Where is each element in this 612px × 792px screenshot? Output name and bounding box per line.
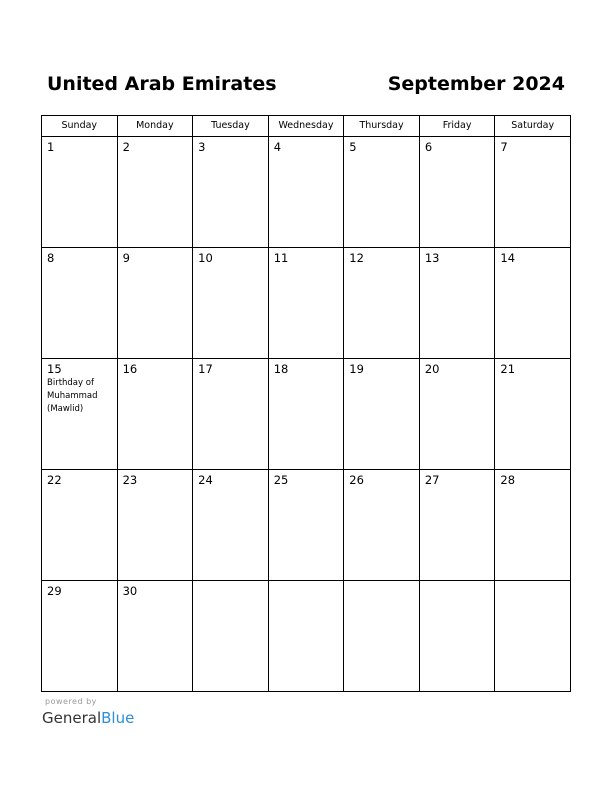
logo-text-blue: Blue bbox=[101, 709, 135, 727]
day-cell bbox=[117, 470, 193, 581]
weekday-header-row bbox=[42, 116, 571, 137]
day-cell bbox=[419, 137, 495, 248]
weekday-monday: Monday bbox=[117, 116, 193, 137]
day-cell bbox=[117, 359, 193, 470]
day-cell bbox=[344, 137, 420, 248]
day-number: 28 bbox=[500, 473, 516, 487]
day-cell bbox=[117, 137, 193, 248]
week-row bbox=[42, 359, 571, 470]
empty-day-cell bbox=[193, 581, 269, 692]
calendar-grid bbox=[41, 115, 571, 692]
week-row bbox=[42, 581, 571, 692]
generalblue-logo[interactable] bbox=[42, 708, 134, 728]
day-cell bbox=[268, 359, 344, 470]
day-number: 11 bbox=[273, 251, 289, 265]
day-cell bbox=[495, 359, 571, 470]
day-number: 20 bbox=[424, 362, 440, 376]
weekday-saturday: Saturday bbox=[495, 116, 571, 137]
day-cell bbox=[344, 470, 420, 581]
day-number bbox=[193, 581, 268, 584]
week-row bbox=[42, 137, 571, 248]
day-cell bbox=[419, 359, 495, 470]
day-number: 14 bbox=[500, 251, 516, 265]
powered-by-text: powered by bbox=[45, 697, 97, 706]
day-number: 19 bbox=[349, 362, 364, 376]
day-number: 12 bbox=[349, 251, 364, 265]
day-number bbox=[495, 581, 570, 584]
day-number: 25 bbox=[273, 473, 289, 487]
day-cell bbox=[117, 248, 193, 359]
day-number: 24 bbox=[198, 473, 213, 487]
day-number: 6 bbox=[424, 140, 433, 154]
holiday-label: Birthday of Muhammad (Mawlid) bbox=[47, 378, 98, 414]
day-number: 27 bbox=[424, 473, 440, 487]
day-number: 29 bbox=[47, 584, 62, 598]
empty-day-cell bbox=[495, 581, 571, 692]
day-number: 9 bbox=[122, 251, 130, 265]
weekday-thursday: Thursday bbox=[344, 116, 420, 137]
day-number: 30 bbox=[122, 584, 138, 598]
day-cell bbox=[344, 248, 420, 359]
day-number: 16 bbox=[122, 362, 138, 376]
week-row bbox=[42, 470, 571, 581]
day-cell bbox=[495, 470, 571, 581]
empty-day-cell bbox=[344, 581, 420, 692]
day-cell bbox=[193, 137, 269, 248]
day-number: 22 bbox=[47, 473, 62, 487]
day-cell bbox=[193, 359, 269, 470]
empty-day-cell bbox=[419, 581, 495, 692]
day-number: 18 bbox=[273, 362, 289, 376]
day-number: 7 bbox=[500, 140, 508, 154]
day-cell bbox=[495, 248, 571, 359]
day-cell bbox=[42, 581, 118, 692]
month-title: September 2024 bbox=[387, 73, 565, 95]
day-number: 4 bbox=[273, 140, 282, 154]
day-number bbox=[420, 581, 495, 584]
day-cell bbox=[42, 359, 118, 470]
day-number: 5 bbox=[349, 140, 357, 154]
weekday-wednesday: Wednesday bbox=[268, 116, 344, 137]
day-number: 17 bbox=[198, 362, 213, 376]
day-cell bbox=[419, 248, 495, 359]
day-number: 15 bbox=[47, 362, 62, 376]
weekday-tuesday: Tuesday bbox=[193, 116, 269, 137]
day-number: 13 bbox=[424, 251, 440, 265]
day-cell bbox=[193, 470, 269, 581]
day-cell bbox=[193, 248, 269, 359]
weekday-friday: Friday bbox=[419, 116, 495, 137]
day-cell bbox=[495, 137, 571, 248]
day-number bbox=[344, 581, 419, 584]
day-cell bbox=[344, 359, 420, 470]
empty-day-cell bbox=[268, 581, 344, 692]
day-cell bbox=[42, 248, 118, 359]
day-cell bbox=[419, 470, 495, 581]
day-number: 3 bbox=[198, 140, 206, 154]
week-row bbox=[42, 248, 571, 359]
day-cell bbox=[117, 581, 193, 692]
day-number: 1 bbox=[47, 140, 55, 154]
day-number bbox=[269, 581, 344, 584]
day-number: 21 bbox=[500, 362, 516, 376]
country-title: United Arab Emirates bbox=[47, 73, 277, 95]
day-cell bbox=[268, 470, 344, 581]
day-cell bbox=[268, 137, 344, 248]
logo-text-general: General bbox=[42, 709, 102, 727]
day-cell bbox=[42, 137, 118, 248]
day-cell bbox=[268, 248, 344, 359]
day-number: 8 bbox=[47, 251, 55, 265]
day-number: 23 bbox=[122, 473, 138, 487]
day-number: 26 bbox=[349, 473, 364, 487]
weekday-sunday: Sunday bbox=[42, 116, 118, 137]
day-number: 2 bbox=[122, 140, 130, 154]
day-number: 10 bbox=[198, 251, 213, 265]
day-cell bbox=[42, 470, 118, 581]
